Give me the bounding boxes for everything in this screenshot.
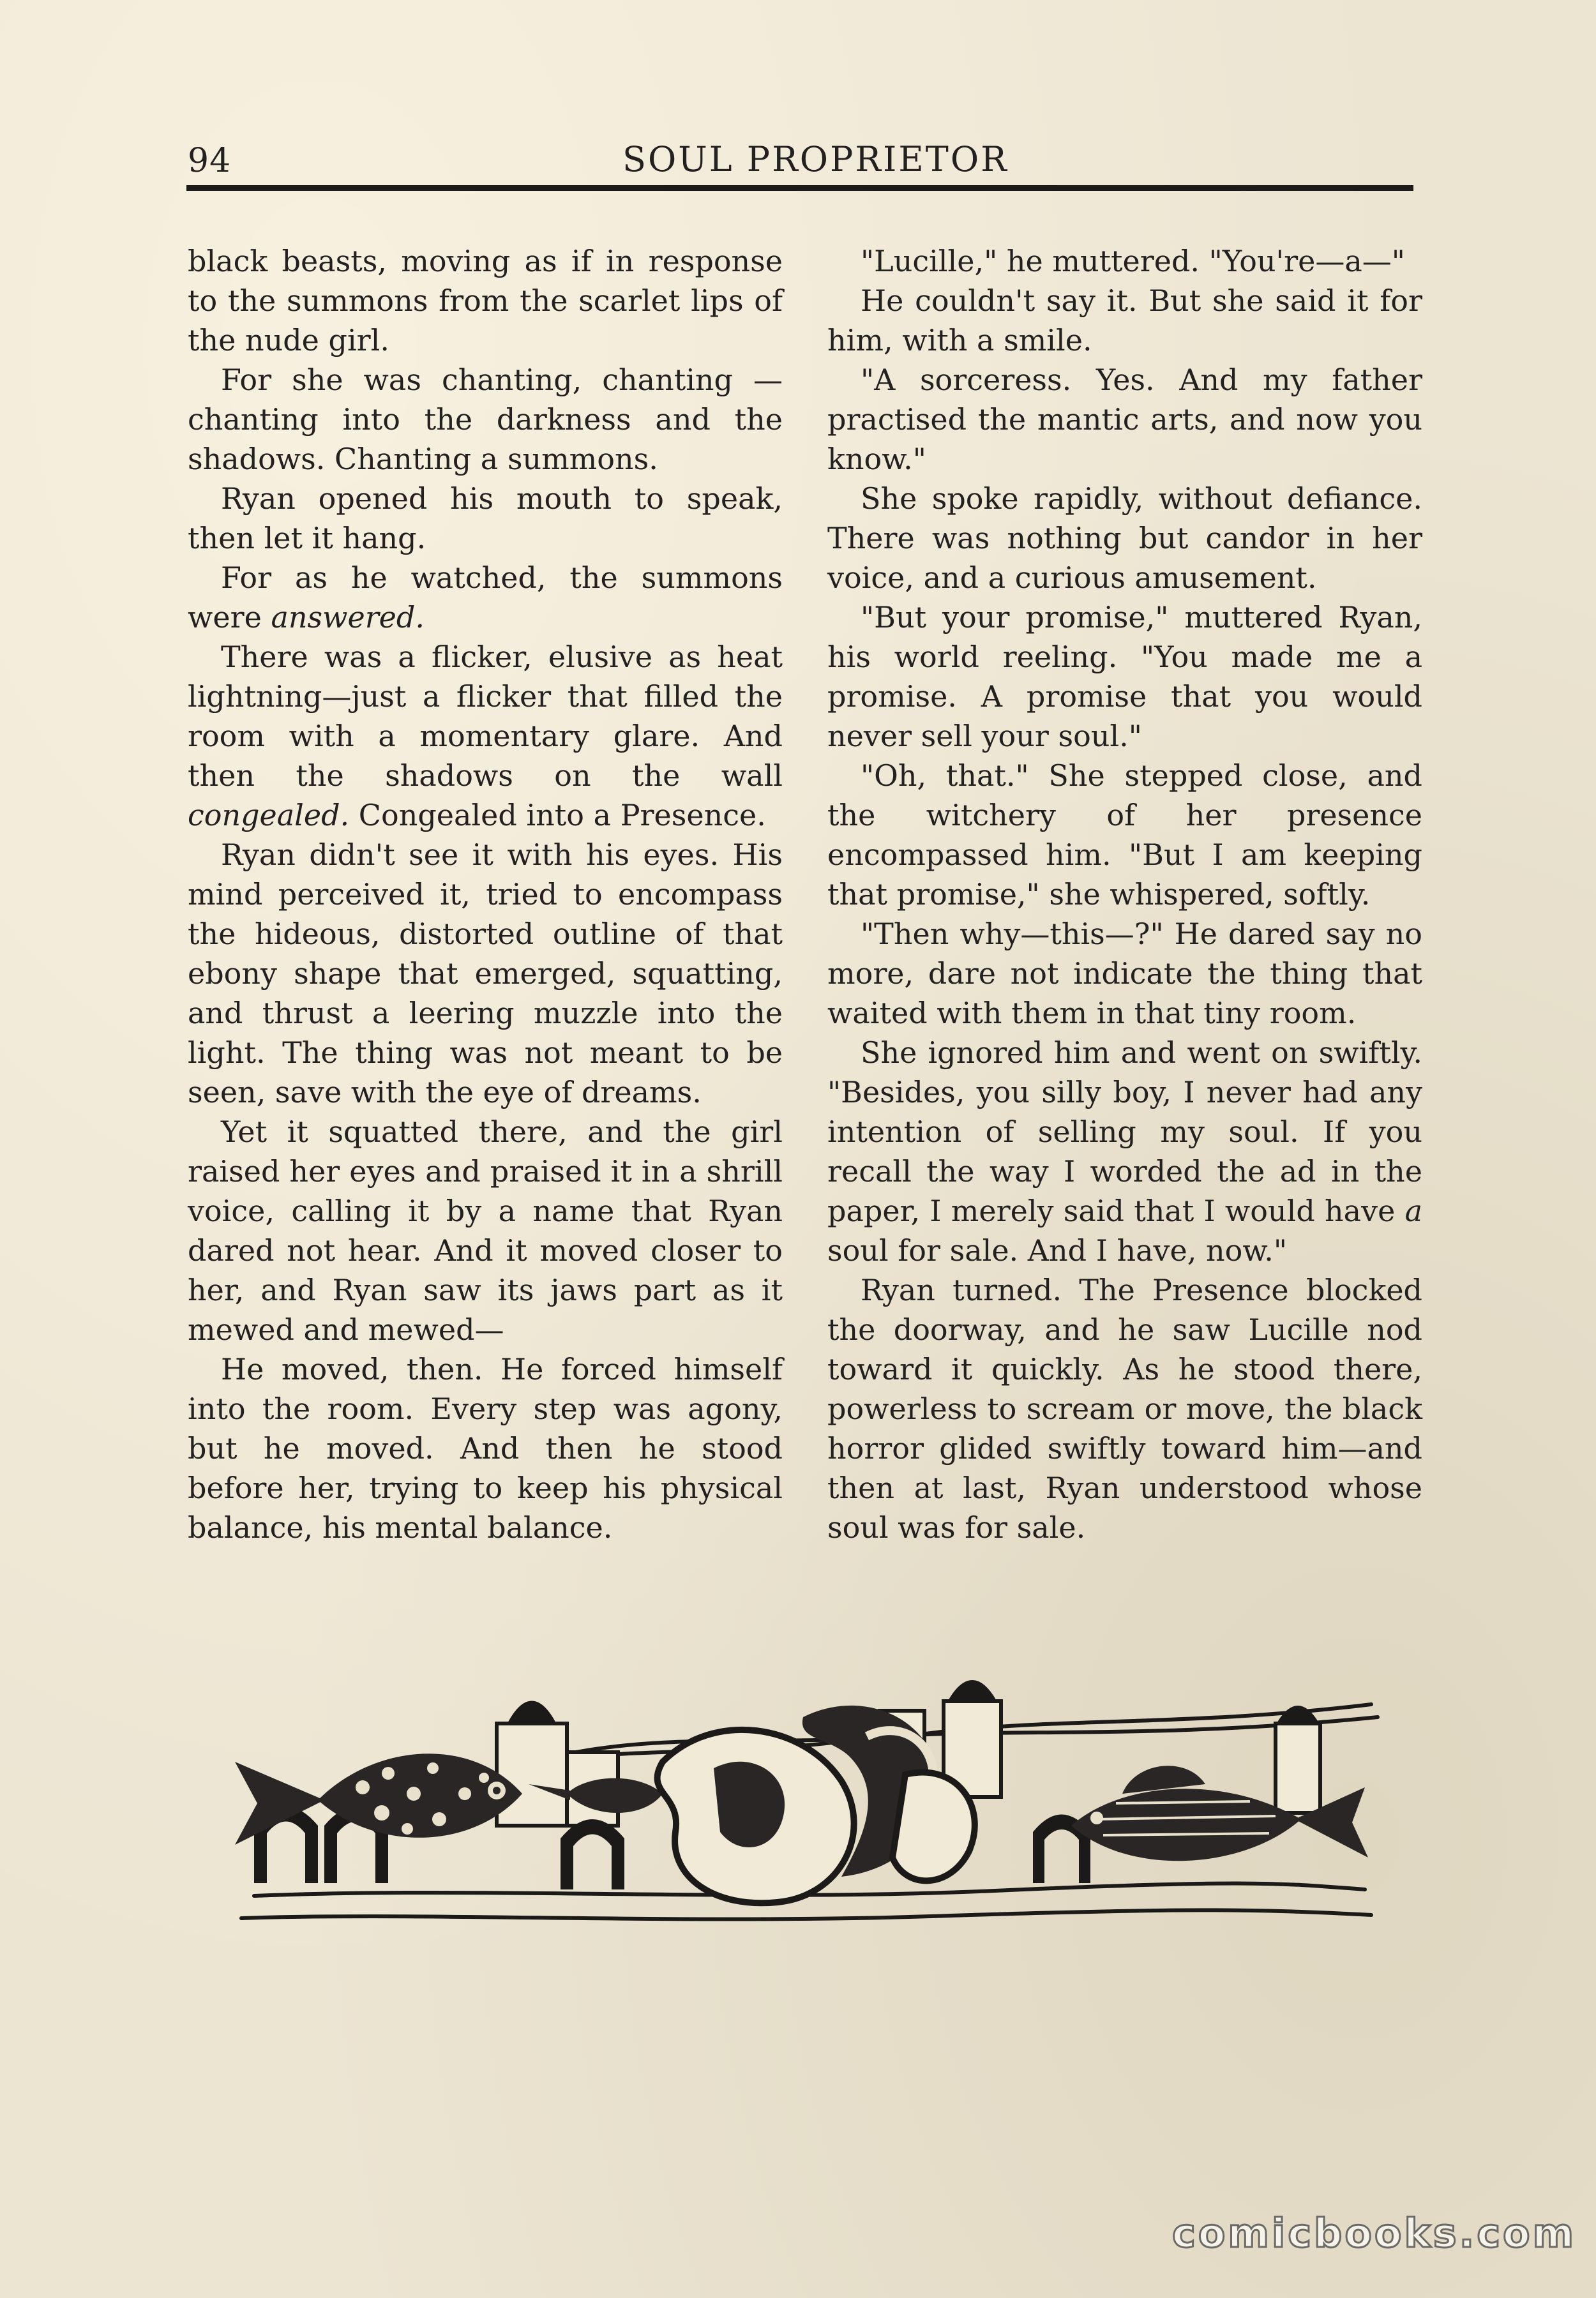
text-run: There was a flicker, elusive as heat lightning—just a flicker that filled the room with a momentary glare. And then the shadows on the wall <box>188 640 783 793</box>
woodcut-illustration <box>229 1666 1384 1934</box>
paragraph: Yet it squatted there, and the girl raised her eyes and praised it in a shrill voice, calling it by a name that Ryan dared not hear. And it moved closer to her, and Ryan saw its jaws part as it mewed and mewed— <box>188 1115 783 1347</box>
paragraph: "Then why—this—?" He dared say no more, dare not indicate the thing that waited with them in that tiny room. <box>827 917 1422 1030</box>
paragraph <box>188 558 783 637</box>
paragraph: Ryan turned. The Presence blocked the doorway, and he saw Lucille nod toward it quickly. As he stood there, powerless to scream or move, the black horror glided swiftly toward him—and then at last, Ryan understood whose soul was for sale. <box>827 1273 1422 1545</box>
paragraph: "Oh, that." She stepped close, and the witchery of her presence encompassed him. "But I am keeping that promise," she whispered, softly. <box>827 758 1422 912</box>
paragraph <box>188 637 783 835</box>
italic-text: congealed. <box>188 798 350 832</box>
left-column <box>188 241 783 1547</box>
text-run: soul for sale. And I have, now." <box>827 1233 1288 1268</box>
paragraph: "But your promise," muttered Ryan, his world reeling. "You made me a promise. A promise that you would never sell your soul." <box>827 600 1422 753</box>
paragraph: He moved, then. He forced himself into the room. Every step was agony, but he moved. And then he stood before her, trying to keep his physical balance, his mental balance. <box>188 1352 783 1545</box>
italic-text: answered. <box>271 600 425 635</box>
text-run: She ignored him and went on swiftly. "Besides, you silly boy, I never had any intention of selling my soul. If you recall the way I worded the ad in the paper, I merely said that I would have <box>827 1035 1422 1228</box>
paragraph: He couldn't say it. But she said it for him, with a smile. <box>827 283 1422 357</box>
italic-text: a <box>1404 1194 1422 1228</box>
right-fish <box>1071 1766 1368 1861</box>
watermark-logo: comicbooks.com <box>1172 2210 1577 2257</box>
paragraph: Ryan opened his mouth to speak, then let it hang. <box>188 481 783 555</box>
paragraph: "A sorceress. Yes. And my father practised the mantic arts, and now you know." <box>827 363 1422 476</box>
page-number: 94 <box>188 142 232 180</box>
left-fish <box>235 1754 522 1845</box>
right-column <box>827 241 1422 1547</box>
text-run: For as he watched, the summons were <box>188 560 783 635</box>
paragraph: "Lucille," he muttered. "You're—a—" <box>861 244 1405 278</box>
paragraph: Ryan didn't see it with his eyes. His mind perceived it, tried to encompass the hideous, distorted outline of that ebony shape that emerged, squatting, and thrust a leering muzzle into the light. The thing was not meant to be seen, save with the eye of dreams. <box>188 837 783 1109</box>
paragraph: For she was chanting, chanting — chanting into the darkness and the shadows. Chanting a summons. <box>188 363 783 476</box>
paragraph: She spoke rapidly, without defiance. There was nothing but candor in her voice, and a curious amusement. <box>827 481 1422 595</box>
paragraph: black beasts, moving as if in response to the summons from the scarlet lips of the nude girl. <box>188 244 783 357</box>
paragraph <box>827 1033 1422 1270</box>
text-run: Congealed into a Presence. <box>349 798 766 832</box>
header-rule <box>186 185 1413 191</box>
running-head-title: SOUL PROPRIETOR <box>622 139 1009 179</box>
